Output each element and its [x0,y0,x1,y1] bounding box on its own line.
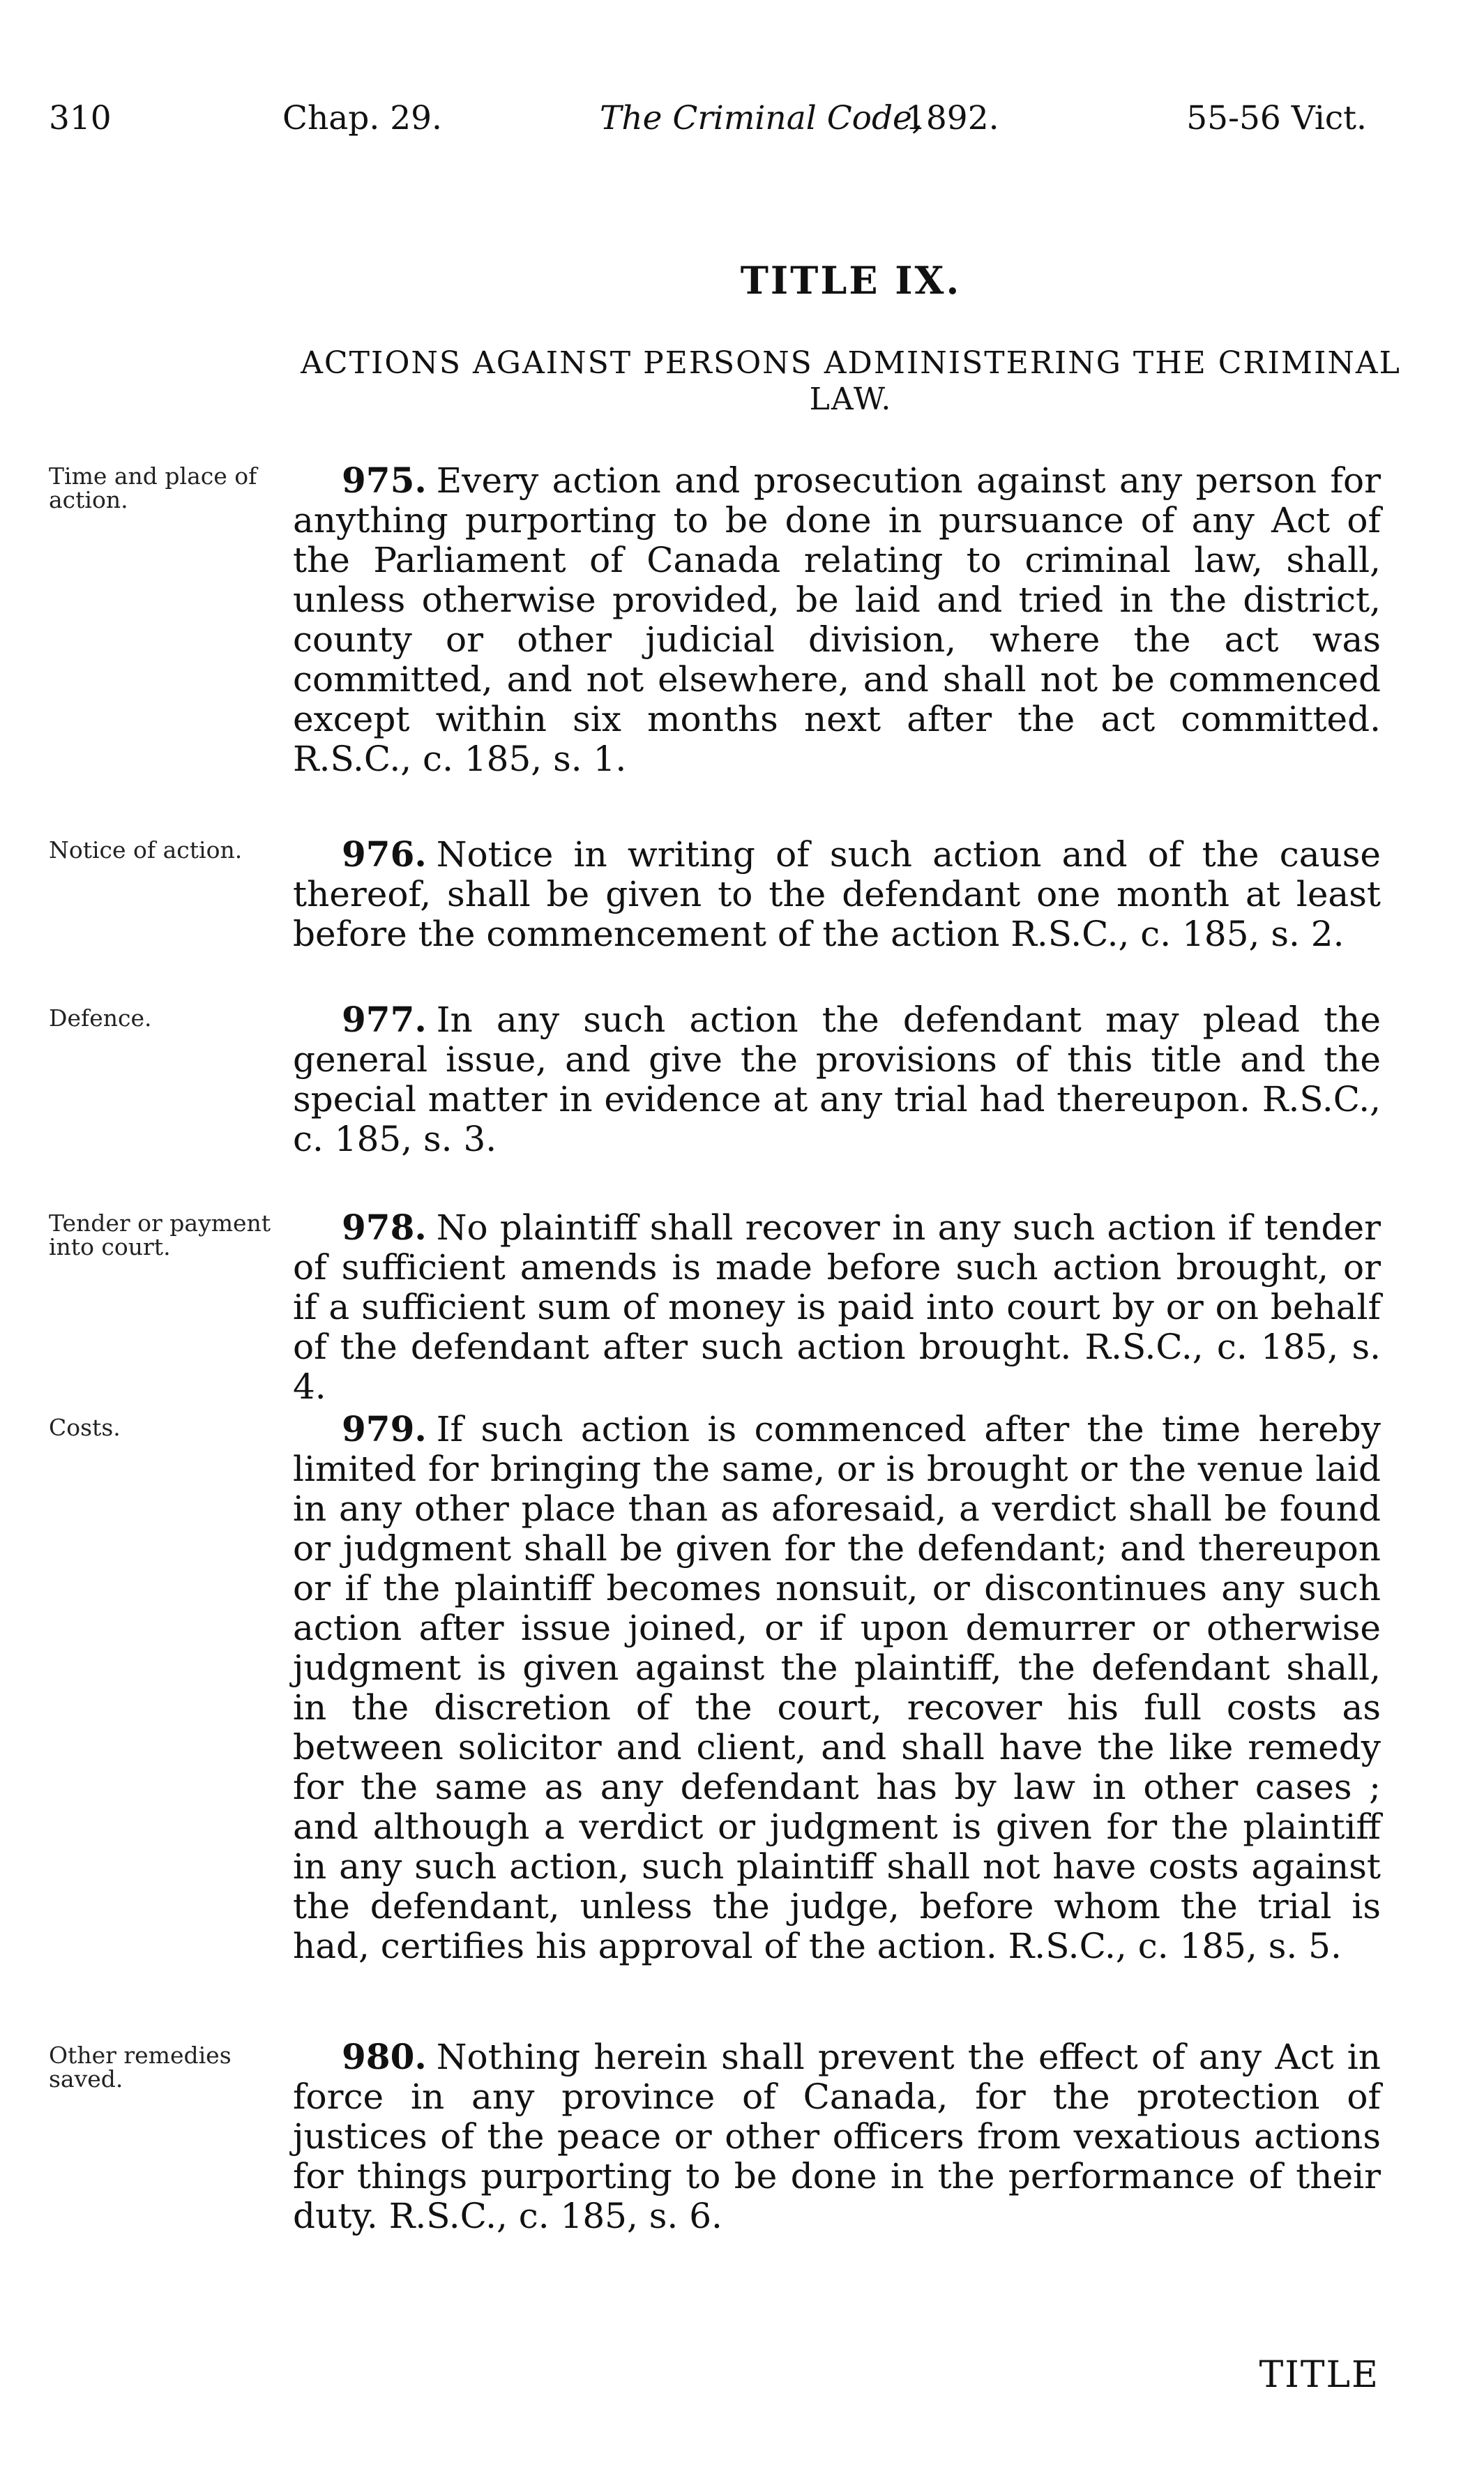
section-number: 979. [342,1408,427,1449]
margin-note: Defence. [49,1004,152,1032]
section-body [293,1207,1381,1407]
regnal-year: 55-56 Vict. [1186,99,1367,137]
chapter-label: Chap. 29. [282,99,442,137]
section-text: If such action is commenced after the time hereby limited for bringing the same, or is brought or the venue laid in any other place than as aforesaid, a verdict shall be found or judgment shall be given for the defendant; and thereupon or if the plaintiff becomes nonsuit, or discontinues any such action after issue joined, or if upon demurrer or otherwise judgment is given against the plaintiff, the defendant shall, in the discretion of the court, recover his full costs as between solicitor and client, and shall have the like remedy for the same as any defendant has by law in other cases ; and although a verdict or judgment is given for the plaintiff in any such action, such plaintiff shall not have costs against the defendant, unless the judge, before whom the trial is had, certifies his approval of the action. R.S.C., c. 185, s. 5. [293,1409,1381,1966]
section-body [293,1000,1381,1159]
running-header [49,91,1367,146]
margin-note: Notice of action. [49,836,243,864]
section-text: Notice in writing of such action and of the cause thereof, shall be given to the defendant one month at least before the commencement of the action R.S.C., c. 185, s. 2. [293,834,1381,954]
section-number: 977. [342,999,427,1040]
margin-note: Costs. [49,1414,121,1441]
section-body [293,834,1381,954]
section-number: 978. [342,1207,427,1248]
section-body [293,1409,1381,1966]
section-text: Nothing herein shall prevent the effect of any Act in force in any province of Canada, for the protection of justices of the peace or other officers from vexatious actions for things purporting to be done in the performance of their duty. R.S.C., c. 185, s. 6. [293,2037,1381,2236]
catchword: TITLE [1259,2354,1379,2396]
section-text: Every action and prosecution against any person for anything purporting to be done in pursuance of any Act of the Parliament of Canada relating to criminal law, shall, unless otherwise provided, be laid and tried in the district, county or other judicial division, where the act was committed, and not elsewhere, and shall not be commenced except within six months next after the act committed. R.S.C., c. 185, s. 1. [293,460,1381,779]
section-body [293,460,1381,779]
title-heading: TITLE IX. [740,258,962,303]
section-text: No plaintiff shall recover in any such action if tender of sufficient amends is made before such action brought, or if a sufficient sum of money is paid into court by or on behalf of the defendant after such action brought. R.S.C., c. 185, s. 4. [293,1207,1381,1407]
section-number: 975. [342,460,427,501]
code-title: The Criminal Code, [600,99,923,137]
section-number: 980. [342,2036,427,2077]
margin-note: Tender or payment into court. [49,1209,271,1260]
section-text: In any such action the defendant may plead the general issue, and give the provisions of this title and the special matter in evidence at any trial had thereupon. R.S.C., c. 185, s. 3. [293,1000,1381,1159]
section-number: 976. [342,834,427,875]
code-year: 1892. [905,99,999,137]
page-number: 310 [49,99,112,137]
margin-note: Time and place of action. [49,462,257,513]
title-subheading: ACTIONS AGAINST PERSONS ADMINISTERING THE CRIMINAL LAW. [301,345,1401,417]
section-body [293,2037,1381,2236]
margin-note: Other remedies saved. [49,2042,232,2093]
